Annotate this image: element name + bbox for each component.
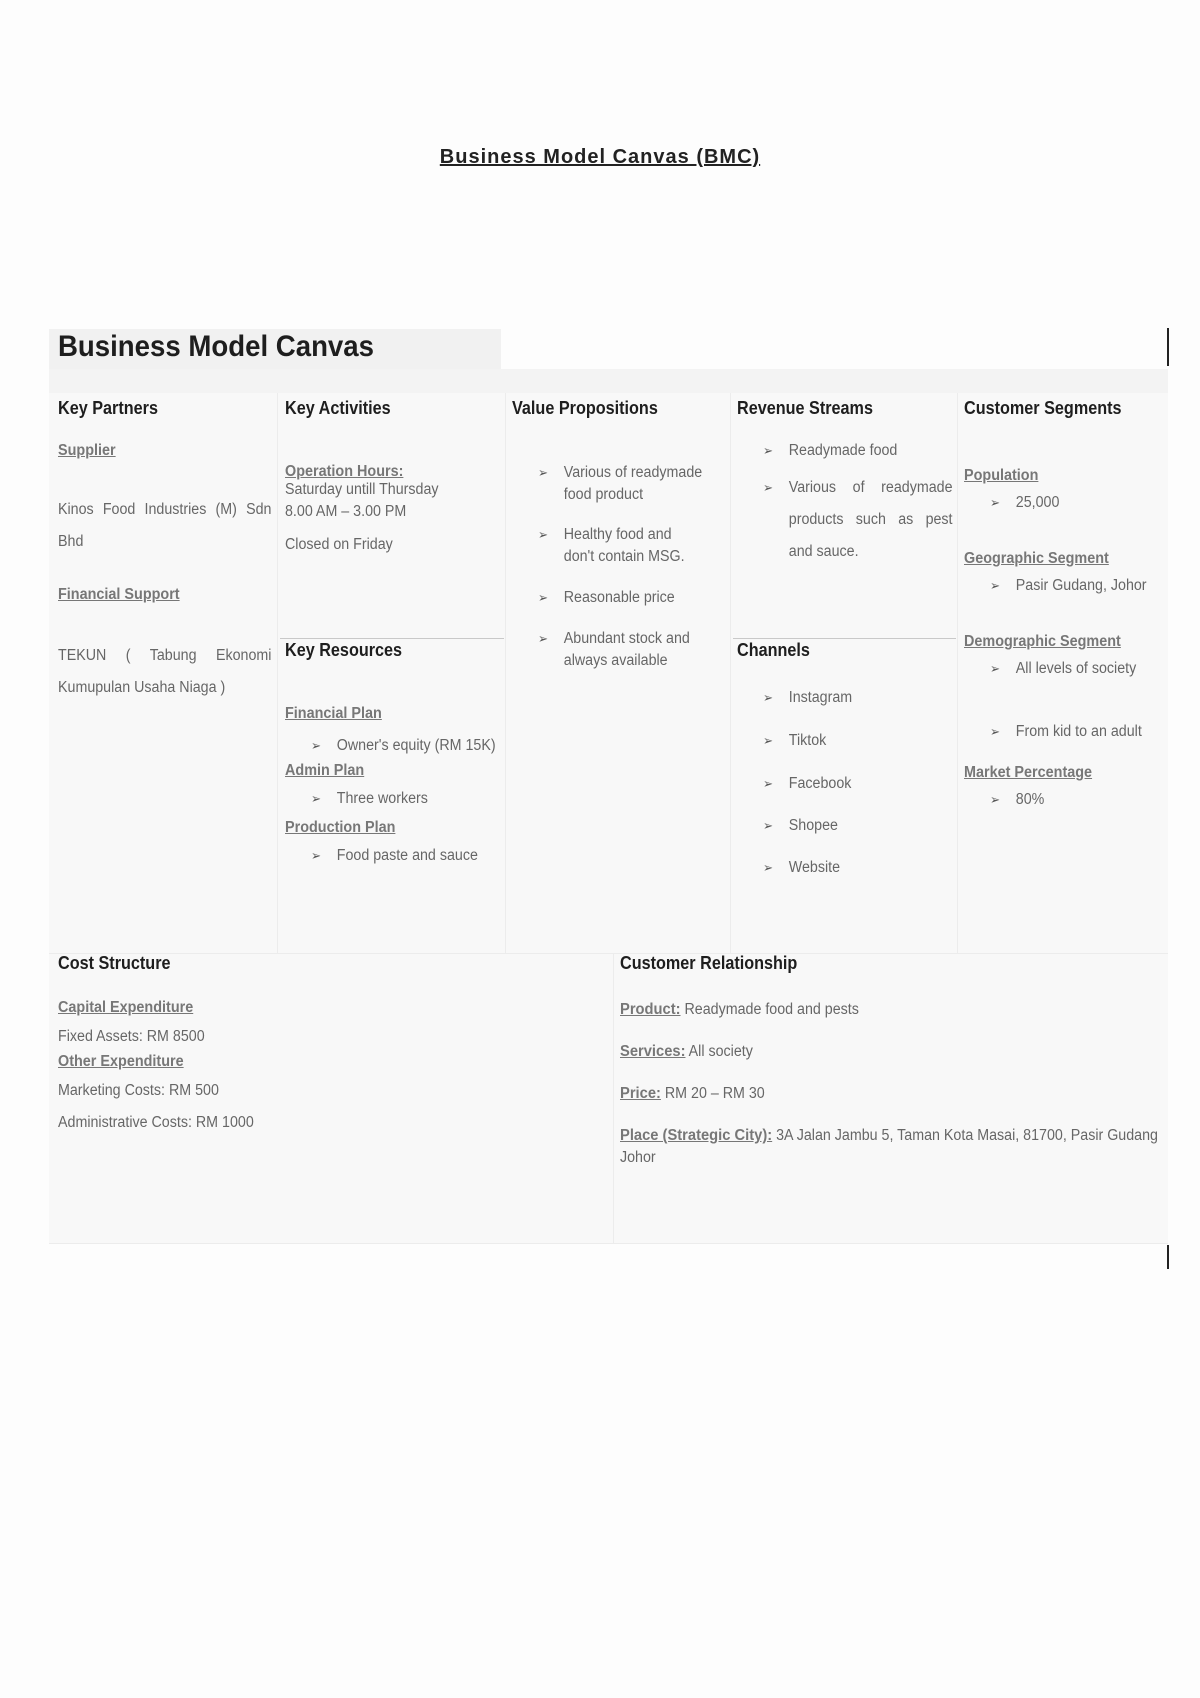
place-label: Place (Strategic City): [620, 1127, 773, 1144]
geographic-segment-label: Geographic Segment [964, 550, 1109, 567]
marketing-costs: Marketing Costs: RM 500 [58, 1082, 219, 1099]
revenue-streams-block [737, 398, 952, 568]
place-text: 3A Jalan Jambu 5, Taman Kota Masai, 81700, Pasir Gudang Johor [620, 1127, 1158, 1166]
population-item: ➢ 25,000 [990, 492, 1150, 514]
bullet-arrow-icon: ➢ [763, 818, 774, 833]
value-propositions-heading: Value Propositions [512, 398, 658, 418]
price-line [620, 1083, 1124, 1105]
key-partners-heading: Key Partners [58, 398, 158, 418]
geographic-segment-item: ➢ Pasir Gudang, Johor [990, 575, 1150, 597]
customer-segments-block [964, 398, 1164, 811]
revenue-item: ➢ Readymade food [763, 440, 937, 462]
customer-segments-heading: Customer Segments [964, 398, 1122, 418]
other-expenditure-label: Other Expenditure [58, 1053, 184, 1070]
services-label: Services: [620, 1043, 686, 1060]
bullet-arrow-icon: ➢ [311, 791, 322, 806]
fixed-assets: Fixed Assets: RM 8500 [58, 1028, 205, 1045]
customer-relationship-heading: Customer Relationship [620, 953, 798, 973]
bullet-arrow-icon: ➢ [538, 527, 549, 542]
supplier-text: Kinos Food Industries (M) Sdn Bhd [58, 501, 272, 550]
financial-support-label: Financial Support [58, 586, 180, 603]
bullet-arrow-icon: ➢ [763, 733, 774, 748]
product-label: Product: [620, 1001, 681, 1018]
channels-block [737, 640, 952, 879]
channel-item: ➢ Facebook [763, 773, 937, 795]
divider [957, 393, 958, 953]
cost-structure-heading: Cost Structure [58, 953, 171, 973]
market-percentage-label: Market Percentage [964, 764, 1093, 781]
canvas-title: Business Model Canvas [58, 330, 374, 363]
bullet-arrow-icon: ➢ [990, 661, 1001, 676]
bullet-arrow-icon: ➢ [763, 776, 774, 791]
channel-item: ➢ Instagram [763, 687, 937, 709]
divider [730, 393, 731, 953]
key-activities-block [285, 398, 500, 556]
divider [277, 393, 278, 953]
bullet-arrow-icon: ➢ [990, 792, 1001, 807]
value-item: ➢ Reasonable price [538, 587, 704, 609]
product-text: Readymade food and pests [684, 1001, 859, 1018]
population-label: Population [964, 467, 1039, 484]
bullet-arrow-icon: ➢ [990, 495, 1001, 510]
bullet-arrow-icon: ➢ [538, 631, 549, 646]
admin-plan-item: ➢ Three workers [311, 788, 485, 810]
demographic-segment-item: ➢ All levels of society [990, 658, 1150, 680]
channel-item: ➢ Tiktok [763, 730, 937, 752]
demographic-segment-label: Demographic Segment [964, 633, 1121, 650]
price-label: Price: [620, 1085, 661, 1102]
revenue-streams-heading: Revenue Streams [737, 398, 873, 418]
supplier-label: Supplier [58, 442, 116, 459]
cost-structure-block [58, 953, 598, 1134]
services-text: All society [688, 1043, 753, 1060]
product-line [620, 999, 1124, 1021]
document-title: Business Model Canvas (BMC) [439, 146, 761, 168]
bullet-arrow-icon: ➢ [311, 738, 322, 753]
admin-plan-label: Admin Plan [285, 762, 365, 779]
operation-hours-label: Operation Hours: [285, 463, 404, 480]
divider [613, 953, 614, 1243]
production-plan-item: ➢ Food paste and sauce [311, 845, 485, 867]
bullet-arrow-icon: ➢ [311, 848, 322, 863]
key-resources-heading: Key Resources [285, 640, 403, 660]
financial-support-text: TEKUN ( Tabung Ekonomi Kumupulan Usaha Niaga ) [58, 647, 272, 696]
key-partners-block [58, 398, 272, 704]
key-activities-heading: Key Activities [285, 398, 391, 418]
channel-item: ➢ Website [763, 857, 937, 879]
bullet-arrow-icon: ➢ [538, 465, 549, 480]
margin-bar-top [1167, 328, 1169, 366]
bullet-arrow-icon: ➢ [763, 860, 774, 875]
channels-heading: Channels [737, 640, 810, 660]
divider [280, 638, 504, 639]
bullet-arrow-icon: ➢ [763, 480, 774, 495]
financial-plan-label: Financial Plan [285, 705, 382, 722]
place-line [620, 1125, 1163, 1169]
financial-plan-item: ➢ Owner's equity (RM 15K) [311, 730, 502, 762]
services-line [620, 1041, 1124, 1063]
administrative-costs: Administrative Costs: RM 1000 [58, 1114, 254, 1131]
customer-relationship-block [620, 953, 1168, 1169]
operation-time: 8.00 AM – 3.00 PM [285, 503, 407, 520]
value-item: ➢ Abundant stock and always available [538, 630, 690, 669]
bullet-arrow-icon: ➢ [990, 578, 1001, 593]
price-text: RM 20 – RM 30 [664, 1085, 765, 1102]
key-resources-block [285, 640, 500, 867]
canvas-top-strip [49, 369, 1168, 393]
operation-days: Saturday untill Thursday [285, 481, 439, 498]
bullet-arrow-icon: ➢ [763, 443, 774, 458]
value-item: ➢ Healthy food and don't contain MSG. [538, 526, 685, 565]
bullet-arrow-icon: ➢ [990, 724, 1001, 739]
bullet-arrow-icon: ➢ [538, 590, 549, 605]
demographic-segment-item: ➢ From kid to an adult [990, 721, 1150, 743]
value-item: ➢ Various of readymade food product [538, 464, 703, 503]
divider [733, 638, 956, 639]
value-propositions-block [512, 398, 727, 672]
margin-bar-bottom [1167, 1245, 1169, 1269]
production-plan-label: Production Plan [285, 819, 396, 836]
revenue-item: ➢ Various of readymade products such as pest and sauce. [763, 472, 953, 568]
market-percentage-item: ➢ 80% [990, 789, 1150, 811]
channel-item: ➢ Shopee [763, 815, 937, 837]
capital-expenditure-label: Capital Expenditure [58, 999, 194, 1016]
divider [49, 1243, 1168, 1244]
bullet-arrow-icon: ➢ [763, 690, 774, 705]
divider [505, 393, 506, 953]
closed-day: Closed on Friday [285, 536, 393, 553]
